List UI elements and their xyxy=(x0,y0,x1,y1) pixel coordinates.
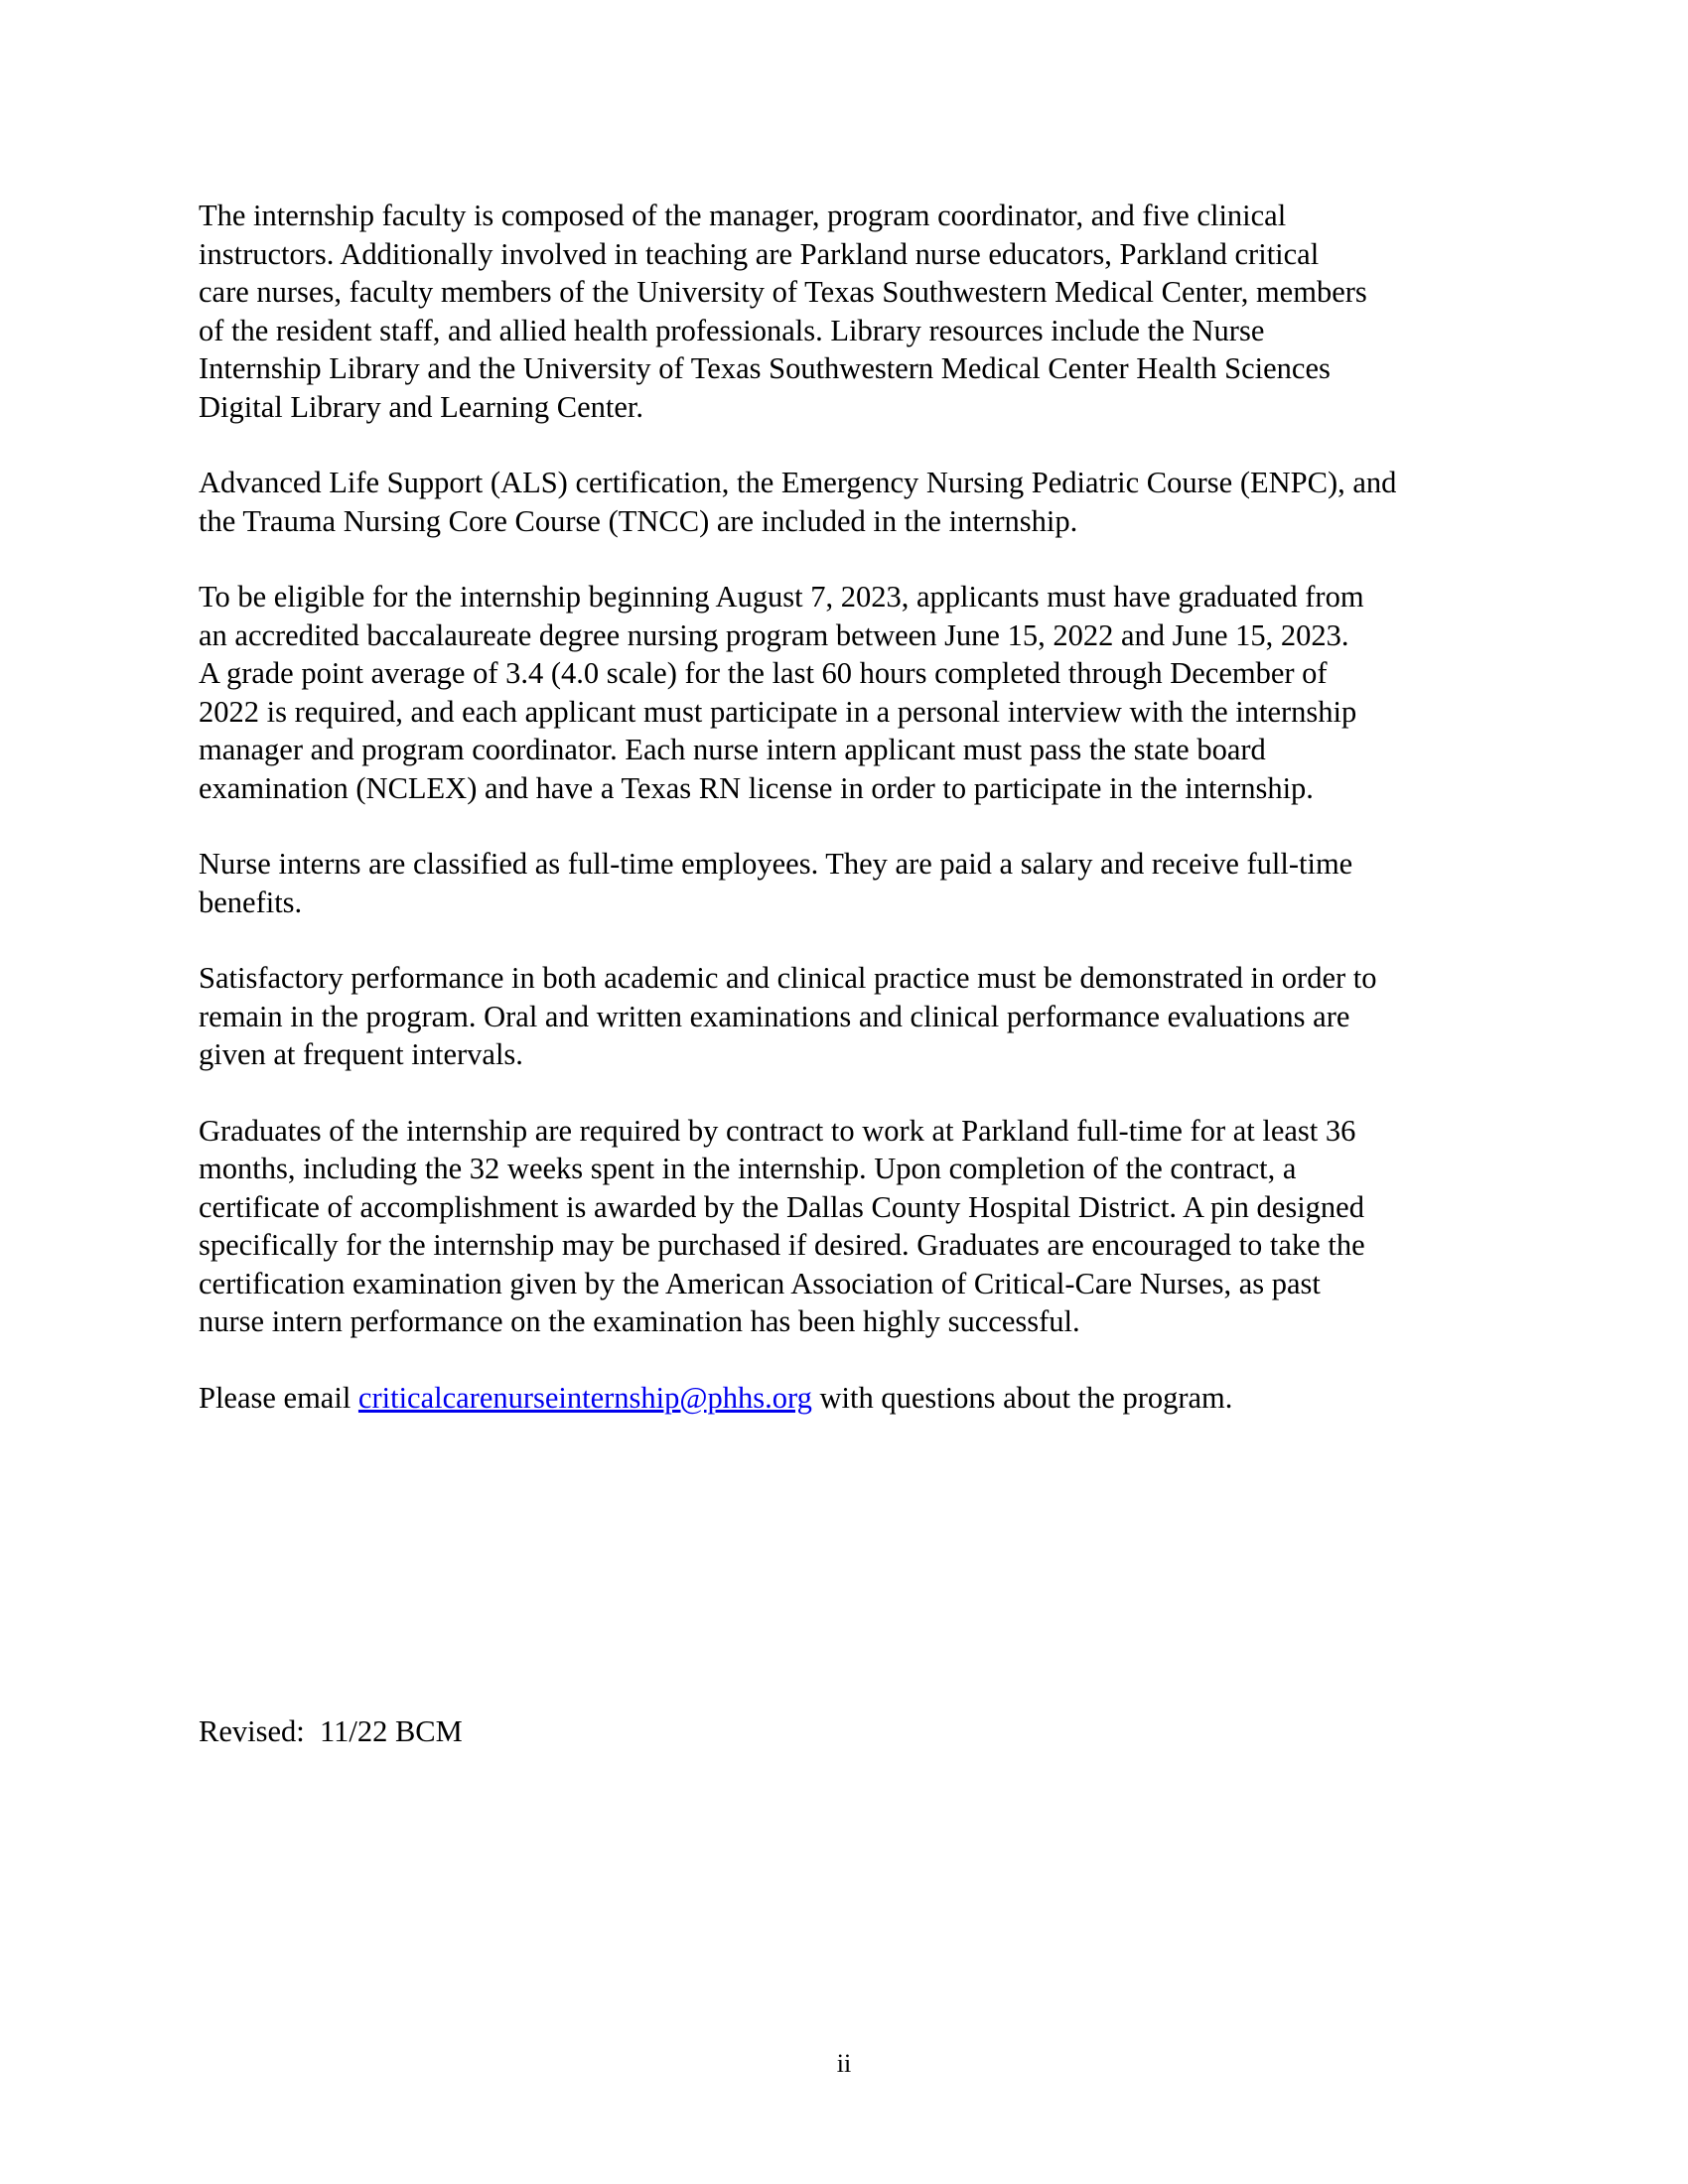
paragraph-employment: Nurse interns are classified as full-time employees. They are paid a salary and receive full-time benefits. xyxy=(199,847,1353,919)
paragraph-contact xyxy=(199,1379,1491,1418)
paragraph-faculty: The internship faculty is composed of the manager, program coordinator, and five clinical instructors. Additionally involved in teaching are Parkland nurse educators, Parkland critical care nurses, faculty members of the University of Texas Southwestern Medical Center, members of the resident staff, and allied health professionals. Library resources include the Nurse Internship Library and the University of Texas Southwestern Medical Center Health Sciences Digital Library and Learning Center. xyxy=(199,199,1367,424)
contact-email-link[interactable]: criticalcarenurseinternship@phhs.org xyxy=(357,1380,812,1415)
document-body xyxy=(199,197,1491,1454)
revision-note: Revised: 11/22 BCM xyxy=(199,1714,463,1748)
paragraph-graduates: Graduates of the internship are required by contract to work at Parkland full-time for at least 36 months, including the 32 weeks spent in the internship. Upon completion of the contract, a certificate of accomplishment is awarded by the Dallas County Hospital District. A pin designed specifically for the internship may be purchased if desired. Graduates are encouraged to take the certification examination given by the American Association of Critical-Care Nurses, as past nurse intern performance on the examination has been highly successful. xyxy=(199,1113,1365,1338)
page-number: ii xyxy=(836,2049,852,2078)
paragraph-eligibility: To be eligible for the internship beginning August 7, 2023, applicants must have graduated from an accredited baccalaureate degree nursing program between June 15, 2022 and June 15, 2023. A grade point average of 3.4 (4.0 scale) for the last 60 hours completed through December of 2022 is required, and each applicant must participate in a personal interview with the internship manager and program coordinator. Each nurse intern applicant must pass the state board examination (NCLEX) and have a Texas RN license in order to participate in the internship. xyxy=(199,580,1364,805)
paragraph-certifications: Advanced Life Support (ALS) certification, the Emergency Nursing Pediatric Course (ENPC), and the Trauma Nursing Core Course (TNCC) are included in the internship. xyxy=(199,466,1397,538)
contact-prefix: Please email xyxy=(199,1380,358,1415)
paragraph-performance: Satisfactory performance in both academic and clinical practice must be demonstrated in order to remain in the program. Oral and written examinations and clinical performance evaluations are given at frequent intervals. xyxy=(199,961,1377,1071)
contact-suffix: with questions about the program. xyxy=(811,1380,1233,1415)
